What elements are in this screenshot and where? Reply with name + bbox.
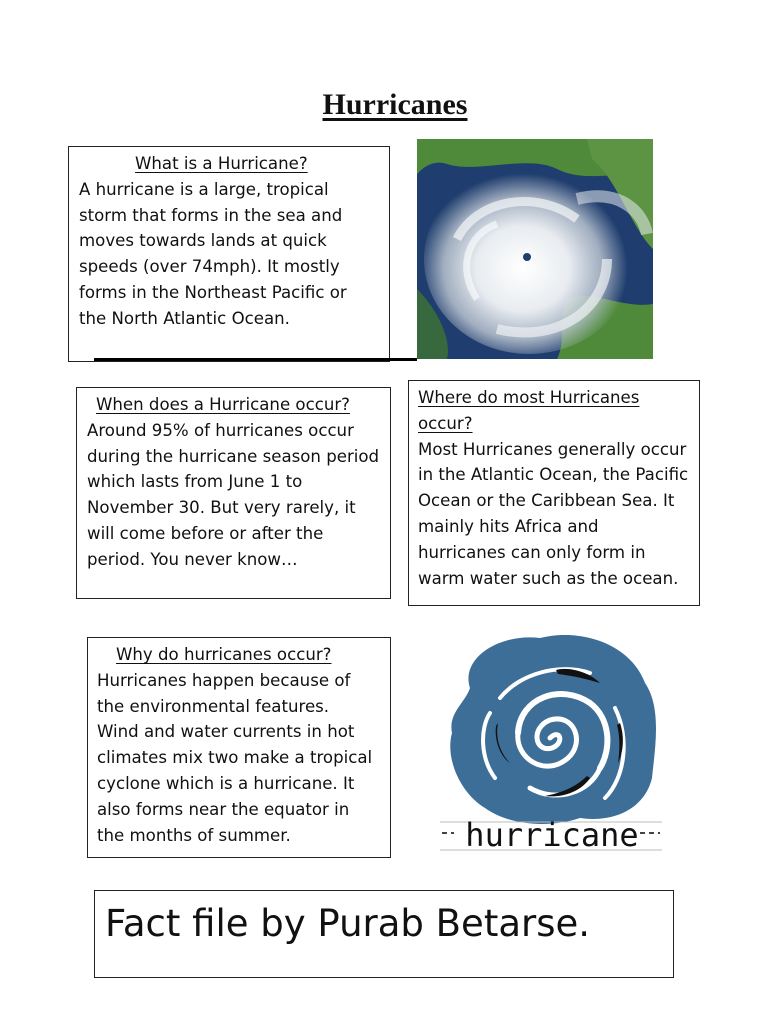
- why-hurricane-box: [87, 637, 391, 858]
- what-line: moves towards lands at quick: [79, 231, 327, 251]
- when-line: which lasts from June 1 to: [87, 472, 303, 492]
- hurricane-spiral-logo: [440, 628, 662, 856]
- where-line: Ocean or the Caribbean Sea. It: [418, 491, 675, 511]
- footer-credit: Fact file by Purab Betarse.: [105, 902, 591, 945]
- why-line: Hurricanes happen because of: [97, 670, 351, 690]
- when-line: November 30. But very rarely, it: [87, 498, 356, 518]
- when-line: will come before or after the: [87, 523, 324, 543]
- why-line: the months of summer.: [97, 825, 291, 845]
- what-line: forms in the Northeast Pacific or: [79, 282, 347, 302]
- why-line: Wind and water currents in hot: [97, 722, 355, 742]
- where-line: hurricanes can only form in: [418, 542, 646, 562]
- page-title: Hurricanes: [322, 88, 468, 121]
- where-heading: occur?: [418, 413, 473, 433]
- why-line: also forms near the equator in: [97, 799, 350, 819]
- divider-line: [94, 358, 417, 361]
- why-heading: Why do hurricanes occur?: [116, 645, 332, 664]
- when-heading: When does a Hurricane occur?: [96, 395, 350, 414]
- what-line: storm that forms in the sea and: [79, 205, 343, 225]
- where-hurricane-box: [408, 380, 700, 606]
- what-heading: What is a Hurricane?: [135, 154, 308, 173]
- why-line: climates mix two make a tropical: [97, 748, 373, 768]
- what-line: speeds (over 74mph). It mostly: [79, 257, 340, 277]
- when-line: Around 95% of hurricanes occur: [87, 420, 354, 440]
- why-line: cyclone which is a hurricane. It: [97, 773, 355, 793]
- what-is-hurricane-box: [68, 146, 390, 362]
- when-line: period. You never know…: [87, 549, 298, 569]
- what-line: A hurricane is a large, tropical: [79, 179, 329, 199]
- logo-word: hurricane: [465, 816, 639, 854]
- where-line: Most Hurricanes generally occur: [418, 439, 687, 459]
- where-line: in the Atlantic Ocean, the Pacific: [418, 465, 689, 485]
- when-line: during the hurricane season period: [87, 446, 380, 466]
- hurricane-satellite-image: [417, 139, 653, 359]
- what-line: the North Atlantic Ocean.: [79, 308, 290, 328]
- why-line: the environmental features.: [97, 696, 330, 716]
- where-line: mainly hits Africa and: [418, 516, 599, 536]
- where-line: warm water such as the ocean.: [418, 568, 679, 588]
- when-hurricane-box: [76, 387, 391, 599]
- footer-box: [94, 890, 674, 978]
- where-heading: Where do most Hurricanes: [418, 388, 640, 407]
